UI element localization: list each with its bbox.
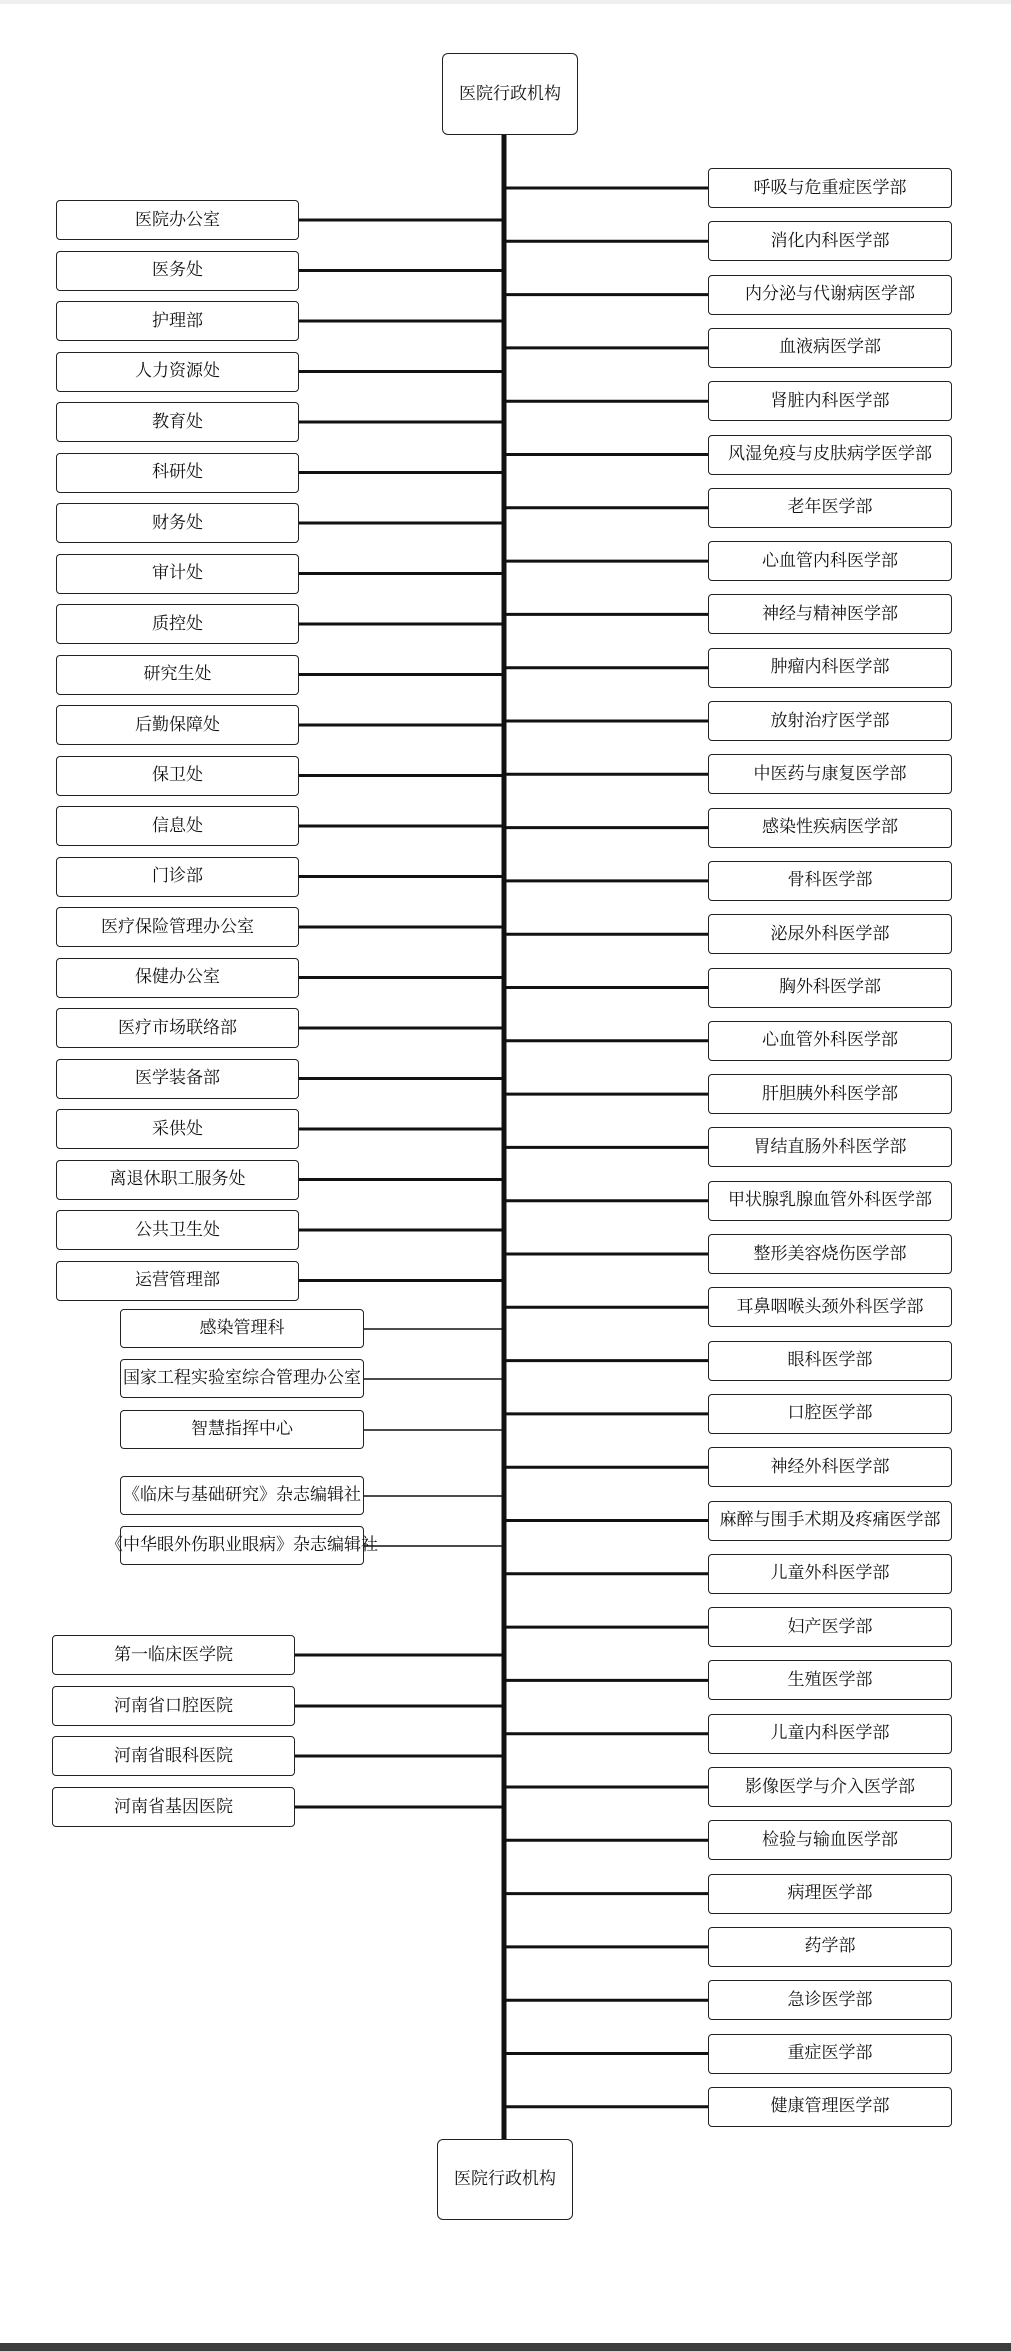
right-dept-node-33: 病理医学部 <box>708 1874 952 1914</box>
right-dept-node-14: 骨科医学部 <box>708 861 952 901</box>
left-dept-node-4: 人力资源处 <box>56 352 299 392</box>
left-dept-node-14: 门诊部 <box>56 857 299 897</box>
right-dept-node-30: 儿童内科医学部 <box>708 1714 952 1754</box>
left-dept-node-7: 财务处 <box>56 503 299 543</box>
left-dept-node-22: 运营管理部 <box>56 1261 299 1301</box>
right-dept-node-20: 甲状腺乳腺血管外科医学部 <box>708 1181 952 1221</box>
right-dept-node-3: 内分泌与代谢病医学部 <box>708 275 952 315</box>
left-dept-node-2: 医务处 <box>56 251 299 291</box>
right-dept-node-10: 肿瘤内科医学部 <box>708 648 952 688</box>
right-dept-node-32: 检验与输血医学部 <box>708 1820 952 1860</box>
right-dept-node-37: 健康管理医学部 <box>708 2087 952 2127</box>
mid-unit-node-2: 国家工程实验室综合管理办公室 <box>120 1359 364 1398</box>
left-dept-node-11: 后勤保障处 <box>56 705 299 745</box>
right-dept-node-34: 药学部 <box>708 1927 952 1967</box>
root-node-top: 医院行政机构 <box>442 53 578 135</box>
right-dept-node-17: 心血管外科医学部 <box>708 1021 952 1061</box>
bottom-edge-bar <box>0 2343 1011 2351</box>
right-dept-node-8: 心血管内科医学部 <box>708 541 952 581</box>
left-dept-node-9: 质控处 <box>56 604 299 644</box>
left-dept-node-19: 采供处 <box>56 1109 299 1149</box>
right-dept-node-22: 耳鼻咽喉头颈外科医学部 <box>708 1287 952 1327</box>
right-dept-node-9: 神经与精神医学部 <box>708 594 952 634</box>
right-dept-node-24: 口腔医学部 <box>708 1394 952 1434</box>
right-dept-node-26: 麻醉与围手术期及疼痛医学部 <box>708 1501 952 1541</box>
right-dept-node-2: 消化内科医学部 <box>708 221 952 261</box>
mid-unit-node-3: 智慧指挥中心 <box>120 1410 364 1449</box>
mid-unit-node-1: 感染管理科 <box>120 1309 364 1348</box>
right-dept-node-28: 妇产医学部 <box>708 1607 952 1647</box>
left-dept-node-8: 审计处 <box>56 554 299 594</box>
institution-node-4: 河南省基因医院 <box>52 1787 295 1827</box>
right-dept-node-11: 放射治疗医学部 <box>708 701 952 741</box>
left-dept-node-10: 研究生处 <box>56 655 299 695</box>
institution-node-3: 河南省眼科医院 <box>52 1736 295 1776</box>
right-dept-node-12: 中医药与康复医学部 <box>708 754 952 794</box>
right-dept-node-27: 儿童外科医学部 <box>708 1554 952 1594</box>
left-dept-node-20: 离退休职工服务处 <box>56 1160 299 1200</box>
left-dept-node-1: 医院办公室 <box>56 200 299 240</box>
left-dept-node-18: 医学装备部 <box>56 1059 299 1099</box>
left-dept-node-12: 保卫处 <box>56 756 299 796</box>
left-dept-node-21: 公共卫生处 <box>56 1210 299 1250</box>
right-dept-node-23: 眼科医学部 <box>708 1341 952 1381</box>
right-dept-node-31: 影像医学与介入医学部 <box>708 1767 952 1807</box>
right-dept-node-5: 肾脏内科医学部 <box>708 381 952 421</box>
left-dept-node-3: 护理部 <box>56 301 299 341</box>
mid-unit-node-4: 《临床与基础研究》杂志编辑社 <box>120 1476 364 1515</box>
right-dept-node-1: 呼吸与危重症医学部 <box>708 168 952 208</box>
institution-node-2: 河南省口腔医院 <box>52 1686 295 1726</box>
left-dept-node-17: 医疗市场联络部 <box>56 1008 299 1048</box>
left-dept-node-5: 教育处 <box>56 402 299 442</box>
right-dept-node-4: 血液病医学部 <box>708 328 952 368</box>
right-dept-node-18: 肝胆胰外科医学部 <box>708 1074 952 1114</box>
left-dept-node-16: 保健办公室 <box>56 958 299 998</box>
right-dept-node-6: 风湿免疫与皮肤病学医学部 <box>708 435 952 475</box>
left-dept-node-6: 科研处 <box>56 453 299 493</box>
right-dept-node-16: 胸外科医学部 <box>708 968 952 1008</box>
mid-unit-node-5: 《中华眼外伤职业眼病》杂志编辑社 <box>120 1526 364 1565</box>
right-dept-node-25: 神经外科医学部 <box>708 1447 952 1487</box>
right-dept-node-13: 感染性疾病医学部 <box>708 808 952 848</box>
root-node-bottom: 医院行政机构 <box>437 2139 573 2220</box>
right-dept-node-19: 胃结直肠外科医学部 <box>708 1127 952 1167</box>
right-dept-node-7: 老年医学部 <box>708 488 952 528</box>
left-dept-node-15: 医疗保险管理办公室 <box>56 907 299 947</box>
right-dept-node-15: 泌尿外科医学部 <box>708 914 952 954</box>
right-dept-node-36: 重症医学部 <box>708 2034 952 2074</box>
right-dept-node-35: 急诊医学部 <box>708 1980 952 2020</box>
right-dept-node-21: 整形美容烧伤医学部 <box>708 1234 952 1274</box>
right-dept-node-29: 生殖医学部 <box>708 1660 952 1700</box>
institution-node-1: 第一临床医学院 <box>52 1635 295 1675</box>
left-dept-node-13: 信息处 <box>56 806 299 846</box>
